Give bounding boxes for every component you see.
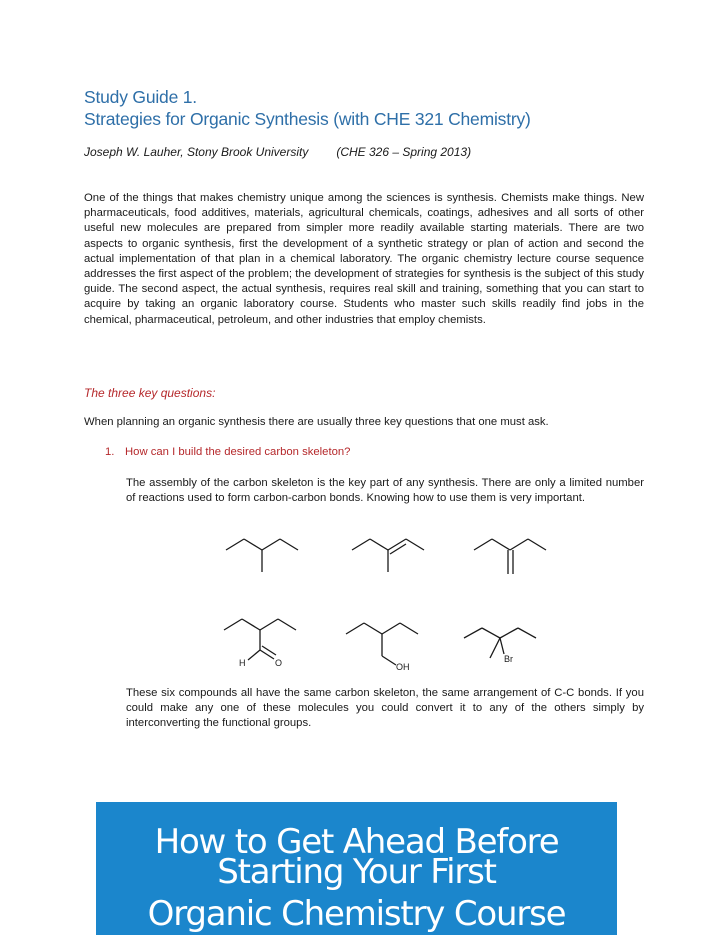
question-1 bbox=[105, 446, 350, 458]
section-heading: The three key questions: bbox=[84, 386, 216, 400]
aldehyde-o-label: O bbox=[275, 658, 283, 668]
banner-line-2: Starting Your First bbox=[217, 852, 496, 892]
author-name: Joseph W. Lauher, Stony Brook University bbox=[84, 145, 309, 159]
question-1-paragraph: The assembly of the carbon skeleton is the key part of any synthesis. There are only a limited number of reactions used to form carbon-carbon bonds. Knowing how to use them is very important. bbox=[126, 477, 644, 505]
banner-line-1: How to Get Ahead Before bbox=[154, 822, 559, 862]
study-guide-title: Study Guide 1. bbox=[84, 87, 197, 107]
banner-line-3: Organic Chemistry Course bbox=[147, 894, 566, 934]
author-line bbox=[84, 145, 471, 159]
question-1-number: 1. bbox=[105, 446, 115, 458]
promo-banner bbox=[96, 802, 617, 935]
molecule-bromide bbox=[464, 628, 536, 664]
question-1-text: How can I build the desired carbon skeleton? bbox=[125, 446, 351, 458]
carbon-skeleton-structures bbox=[0, 520, 712, 680]
study-guide-subtitle: Strategies for Organic Synthesis (with CHE 321 Chemistry) bbox=[84, 109, 531, 129]
planning-sentence: When planning an organic synthesis there are usually three key questions that one must ask. bbox=[84, 416, 549, 428]
course-label: (CHE 326 – Spring 2013) bbox=[336, 145, 472, 159]
molecule-alkene-internal bbox=[352, 539, 424, 572]
intro-paragraph: One of the things that makes chemistry unique among the sciences is synthesis. Chemists make things. New pharmaceuticals, food additives, materials, agricultural chemicals, coatings, adhesives and all sorts of other useful new molecules are prepared from simpler more readily available starting materials. There are two aspects to organic synthesis, first the development of a synthetic strategy or plan of action and second the actual implementation of that plan in a chemical laboratory. The organic chemistry lecture course sequence addresses the first aspect of the problem; the development of strategies for synthesis is the subject of this study guide. The second aspect, the actual synthesis, requires real skill and training, something that you can start to acquire by taking an organic laboratory course. Students who master such skills readily find jobs in the chemical, pharmaceutical, petroleum, and other industries that employ chemists. bbox=[84, 192, 644, 326]
molecule-alkane bbox=[226, 539, 298, 572]
closing-paragraph: These six compounds all have the same carbon skeleton, the same arrangement of C-C bonds. If you could make any one of these molecules you could convert it to any of the others simply by interconverting the functional groups. bbox=[126, 687, 644, 730]
aldehyde-h-label: H bbox=[239, 658, 246, 668]
molecule-alcohol bbox=[346, 623, 418, 672]
bromide-br-label: Br bbox=[504, 654, 513, 664]
molecule-aldehyde bbox=[224, 619, 296, 668]
alcohol-oh-label: OH bbox=[396, 662, 410, 672]
molecule-alkene-terminal bbox=[474, 539, 546, 574]
